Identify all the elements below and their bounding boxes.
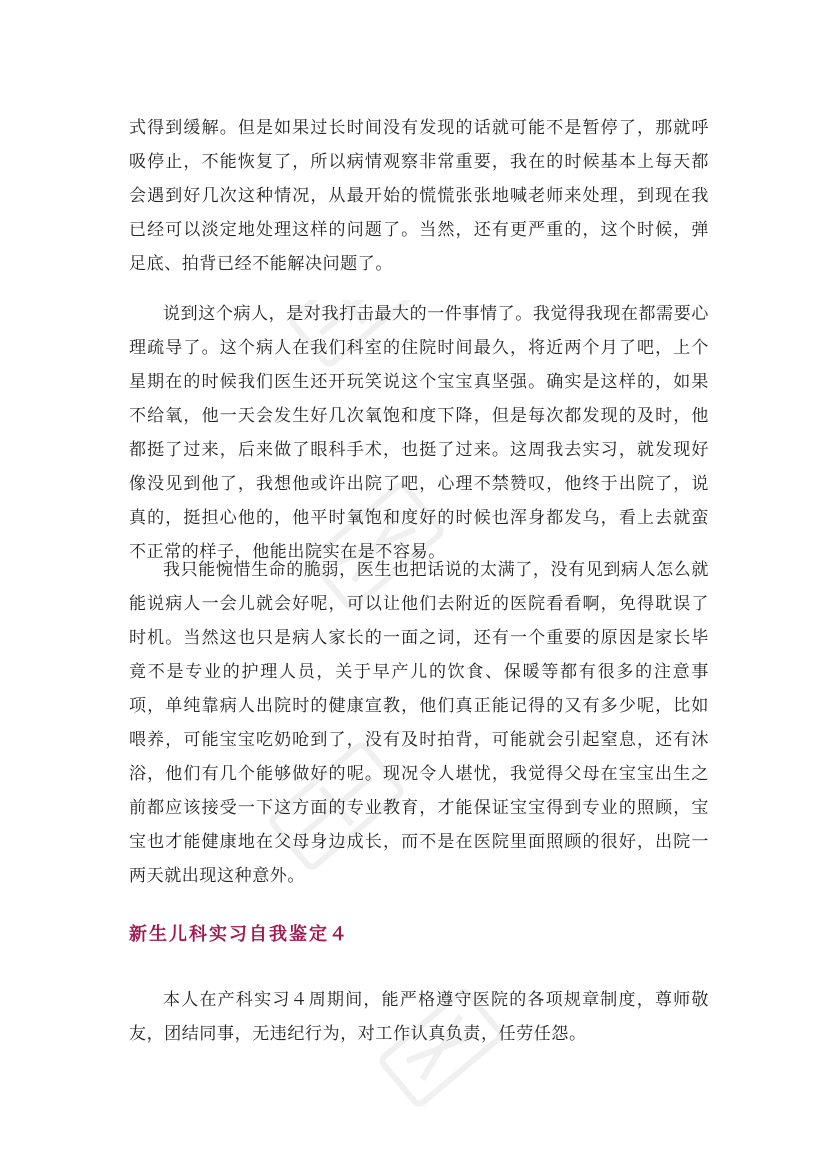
paragraph-3: 我只能惋惜生命的脆弱，医生也把话说的太满了，没有见到病人怎么就能说病人一会儿就会好呢，可以让他们去附近的医院看看啊，免得耽误了时机。当然这也只是病人家长的一面之词，还有一个重要的原因是家长毕竟不是专业的护理人员，关于早产儿的饮食、保暖等都有很多的注意事项，单纯靠病人出院时的健康宣教，他们真正能记得的又有多少呢，比如喂养，可能宝宝吃奶呛到了，没有及时拍背，可能就会引起窒息，还有沐浴，他们有几个能够做好的呢。现况令人堪忧，我觉得父母在宝宝出生之前都应该接受一下这方面的专业教育，才能保证宝宝得到专业的照顾，宝宝也才能健康地在父母身边成长，而不是在医院里面照顾的很好，出院一两天就出现这种意外。 bbox=[129, 560, 709, 886]
paragraph-2: 说到这个病人，是对我打击最大的一件事情了。我觉得我现在都需要心理疏导了。这个病人在我们科室的住院时间最久，将近两个月了吧，上个星期在的时候我们医生还开玩笑说这个宝宝真坚强。确实是这样的，如果不给氧，他一天会发生好几次氧饱和度下降，但是每次都发现的及时，他都挺了过来，后来做了眼科手术，也挺了过来。这周我去实习，就发现好像没见到他了，我想他或许出院了吧，心理不禁赞叹，他终于出院了，说真的，挺担心他的，他平时氧饱和度好的时候也浑身都发乌，看上去就蛮不正常的样子，他能出院实在是不容易。 bbox=[129, 304, 709, 562]
paragraph-1: 式得到缓解。但是如果过长时间没有发现的话就可能不是暂停了，那就呼吸停止，不能恢复了，所以病情观察非常重要，我在的时候基本上每天都会遇到好几次这种情况，从最开始的慌慌张张地喊老师来处理，到现在我已经可以淡定地处理这样的问题了。当然，还有更严重的，这个时候，弹足底、拍背已经不能解决问题了。 bbox=[129, 118, 709, 274]
section-paragraph: 本人在产科实习４周期间，能严格遵守医院的各项规章制度，尊师敬友，团结同事，无违纪行为，对工作认真负责，任劳任怨。 bbox=[129, 990, 709, 1044]
section-heading: 新生儿科实习自我鉴定４ bbox=[129, 924, 349, 945]
